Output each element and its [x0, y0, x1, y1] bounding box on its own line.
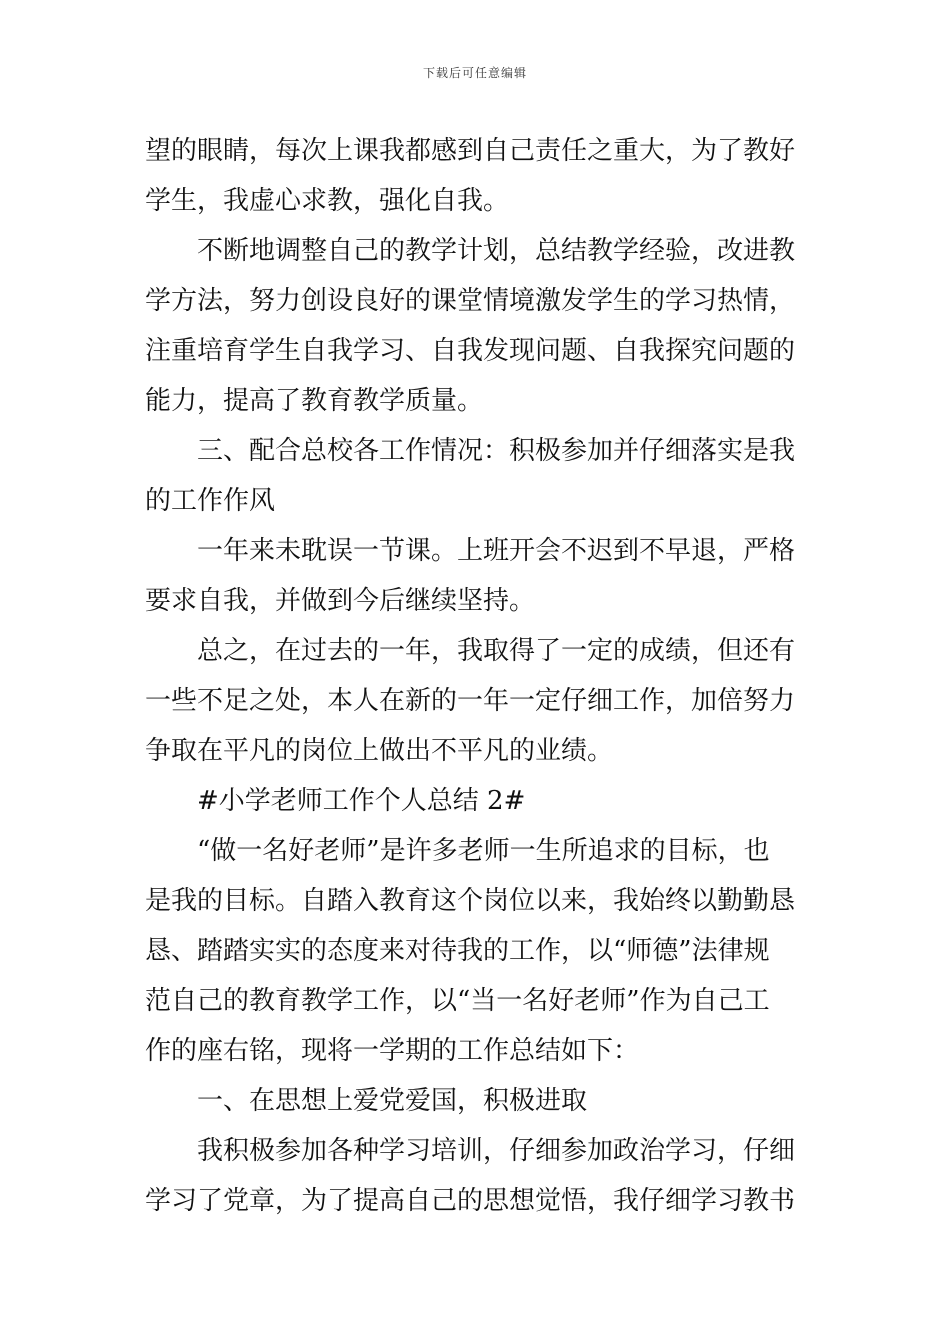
page-header-note: 下载后可任意编辑 [422, 66, 527, 80]
text-line: 注重培育学生自我学习、自我发现问题、自我探究问题的 [145, 336, 796, 366]
text-line: 能力，提高了教育教学质量。 [145, 386, 484, 416]
text-line: 不断地调整自己的教学计划，总结教学经验，改进教 [197, 236, 796, 266]
section-heading: 三、配合总校各工作情况：积极参加并仔细落实是我 [197, 436, 796, 466]
text-line: 范自己的教育教学工作，以“当一名好老师”作为自己工 [145, 986, 770, 1016]
text-line: 学方法，努力创设良好的课堂情境激发学生的学习热情， [145, 286, 796, 316]
text-line: “做一名好老师”是许多老师一生所追求的目标，也 [197, 836, 770, 866]
text-line: 望的眼睛，每次上课我都感到自己责任之重大，为了教好 [145, 136, 796, 166]
text-line: 要求自我，并做到今后继续坚持。 [145, 586, 536, 616]
text-line: 作的座右铭，现将一学期的工作总结如下： [145, 1036, 640, 1066]
document-body [145, 126, 810, 1226]
section-heading: 一、在思想上爱党爱国，积极进取 [197, 1086, 588, 1116]
text-line: 总之，在过去的一年，我取得了一定的成绩，但还有 [197, 636, 796, 666]
text-line: 一年来未耽误一节课。上班开会不迟到不早退，严格 [197, 536, 796, 566]
text-line: 争取在平凡的岗位上做出不平凡的业绩。 [145, 736, 614, 766]
text-line: 是我的目标。自踏入教育这个岗位以来，我始终以勤勤恳 [145, 886, 796, 916]
text-line: 学生，我虚心求教，强化自我。 [145, 186, 510, 216]
text-line: 一些不足之处，本人在新的一年一定仔细工作，加倍努力 [145, 686, 796, 716]
text-line: 恳、踏踏实实的态度来对待我的工作，以“师德”法律规 [145, 936, 770, 966]
section-title: #小学老师工作个人总结 2# [197, 786, 526, 816]
text-line: 我积极参加各种学习培训，仔细参加政治学习，仔细 [197, 1136, 796, 1166]
text-line: 的工作作风 [145, 486, 276, 516]
text-line: 学习了党章，为了提高自己的思想觉悟，我仔细学习教书 [145, 1186, 796, 1216]
